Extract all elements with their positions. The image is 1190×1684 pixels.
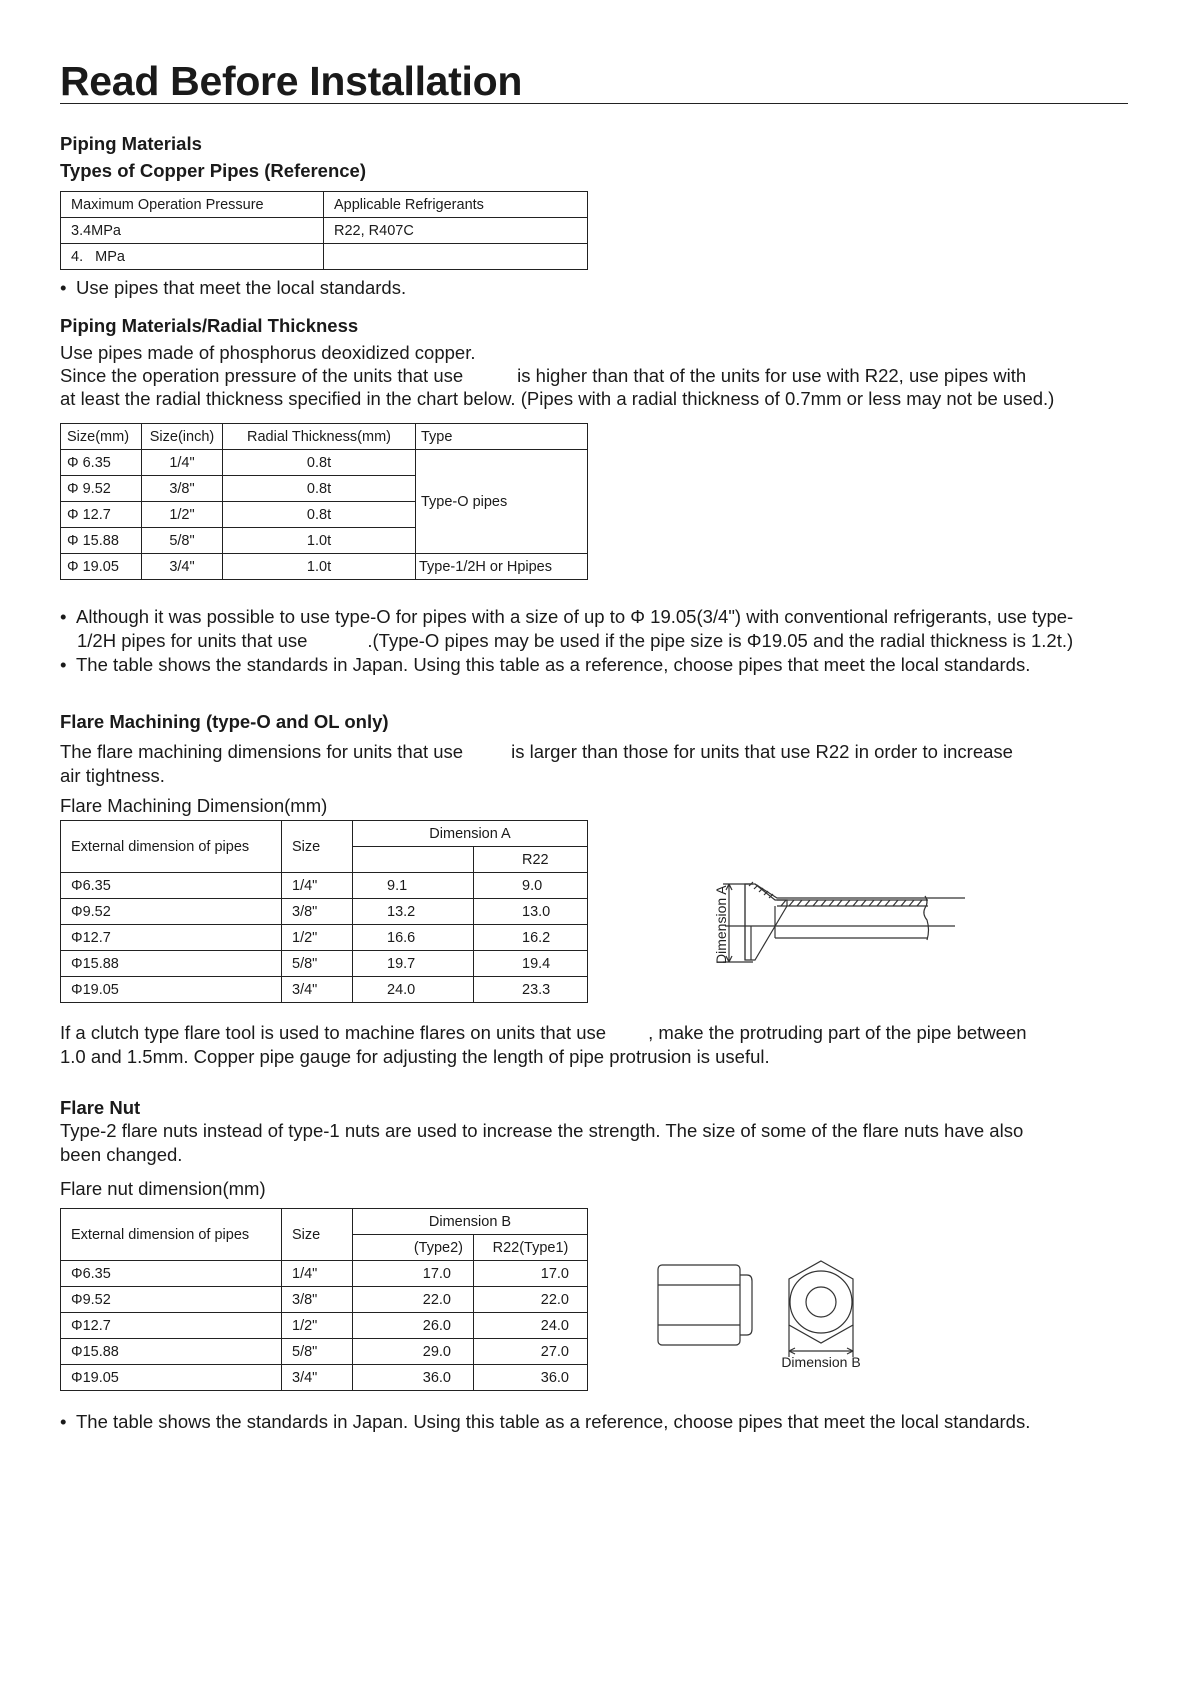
r22-cell: 16.2 <box>474 925 588 951</box>
table-row <box>61 1339 588 1365</box>
table-row <box>61 244 588 270</box>
dimension-b-label: Dimension B <box>781 1354 861 1370</box>
size-mm-cell: Φ 6.35 <box>61 450 142 476</box>
type1-cell: 36.0 <box>474 1365 588 1391</box>
external-cell: Φ15.88 <box>61 951 282 977</box>
bullet-continuation <box>60 629 1073 653</box>
header-group-cell: Dimension A <box>353 821 588 847</box>
refrigerant-cell <box>324 244 588 270</box>
table-header-row <box>61 1209 588 1235</box>
bullet-icon: • <box>60 606 67 627</box>
note-text: Use pipes that meet the local standards. <box>76 277 407 298</box>
header-cell: Radial Thickness(mm) <box>223 424 416 450</box>
table-header-row <box>61 192 588 218</box>
bullet-note <box>60 605 1073 629</box>
header-cell: Size(mm) <box>61 424 142 450</box>
external-cell: Φ9.52 <box>61 899 282 925</box>
bullet-icon: • <box>60 277 67 298</box>
paragraph-line <box>60 1021 1027 1045</box>
type2-cell: 26.0 <box>353 1313 474 1339</box>
type-cell: Type-O pipes <box>416 450 588 554</box>
external-cell: Φ9.52 <box>61 1287 282 1313</box>
header-cell: External dimension of pipes <box>61 821 282 873</box>
header-cell: Size(inch) <box>142 424 223 450</box>
size-cell: 5/8" <box>282 951 353 977</box>
external-cell: Φ19.05 <box>61 977 282 1003</box>
flare-nut-table <box>60 1208 588 1391</box>
subheader-cell <box>353 847 474 873</box>
type1-cell: 17.0 <box>474 1261 588 1287</box>
header-cell: External dimension of pipes <box>61 1209 282 1261</box>
pressure-cell: 3.4MPa <box>61 218 324 244</box>
type1-cell: 22.0 <box>474 1287 588 1313</box>
subheader-cell: R22 <box>474 847 588 873</box>
paragraph-line: been changed. <box>60 1144 183 1165</box>
table-row <box>61 1287 588 1313</box>
header-group-cell: Dimension B <box>353 1209 588 1235</box>
r22-cell: 19.4 <box>474 951 588 977</box>
thickness-cell: 1.0t <box>223 554 416 580</box>
size-inch-cell: 5/8" <box>142 528 223 554</box>
text-span: 1/2H pipes for units that use <box>77 630 308 651</box>
text-span: , make the protruding part of the pipe between <box>648 1022 1027 1043</box>
type2-cell: 29.0 <box>353 1339 474 1365</box>
copper-pipes-subheading: Types of Copper Pipes (Reference) <box>60 160 367 181</box>
size-inch-cell: 3/8" <box>142 476 223 502</box>
radial-thickness-heading: Piping Materials/Radial Thickness <box>60 315 359 336</box>
size-cell: 3/8" <box>282 899 353 925</box>
size-inch-cell: 3/4" <box>142 554 223 580</box>
note-text: The table shows the standards in Japan. Using this table as a reference, choose pipes that meet the local standards. <box>76 654 1031 675</box>
size-mm-cell: Φ 9.52 <box>61 476 142 502</box>
type-cell: Type-1/2H or Hpipes <box>416 554 588 580</box>
table-header-row <box>61 821 588 847</box>
external-cell: Φ15.88 <box>61 1339 282 1365</box>
thickness-cell: 1.0t <box>223 528 416 554</box>
table-caption: Flare nut dimension(mm) <box>60 1178 266 1199</box>
r22-cell: 13.0 <box>474 899 588 925</box>
pressure-cell: 4. MPa <box>61 244 324 270</box>
size-mm-cell: Φ 19.05 <box>61 554 142 580</box>
radial-thickness-table <box>60 423 588 580</box>
text-span: If a clutch type flare tool is used to machine flares on units that use <box>60 1022 607 1043</box>
type1-cell: 24.0 <box>474 1313 588 1339</box>
title-divider <box>60 103 1128 104</box>
text-span: .(Type-O pipes may be used if the pipe size is Φ19.05 and the radial thickness is 1.2t.) <box>367 630 1074 651</box>
subheader-cell: (Type2) <box>353 1235 474 1261</box>
header-cell: Type <box>416 424 588 450</box>
page-title: Read Before Installation <box>60 58 523 104</box>
refrigerant-cell: R22, R407C <box>324 218 588 244</box>
flare-diagram <box>715 860 945 970</box>
r22-cell: 9.0 <box>474 873 588 899</box>
size-cell: 1/4" <box>282 1261 353 1287</box>
dimension-cell: 24.0 <box>353 977 474 1003</box>
dimension-a-label: Dimension A <box>713 885 729 964</box>
text-span: is higher than that of the units for use with R22, use pipes with <box>517 365 1027 386</box>
table-row <box>61 951 588 977</box>
paragraph-line <box>60 364 1026 388</box>
flare-machining-table <box>60 820 588 1003</box>
external-cell: Φ6.35 <box>61 1261 282 1287</box>
paragraph-line: air tightness. <box>60 765 165 786</box>
size-cell: 3/8" <box>282 1287 353 1313</box>
flare-nut-heading: Flare Nut <box>60 1097 141 1118</box>
table-caption: Flare Machining Dimension(mm) <box>60 795 328 816</box>
note-text: The table shows the standards in Japan. Using this table as a reference, choose pipes that meet the local standards. <box>76 1411 1031 1432</box>
dimension-cell: 19.7 <box>353 951 474 977</box>
type2-cell: 17.0 <box>353 1261 474 1287</box>
table-row <box>61 873 588 899</box>
size-mm-cell: Φ 15.88 <box>61 528 142 554</box>
bullet-note <box>60 276 406 300</box>
table-row <box>61 450 588 476</box>
size-cell: 3/4" <box>282 977 353 1003</box>
table-row <box>61 1313 588 1339</box>
external-cell: Φ12.7 <box>61 1313 282 1339</box>
header-cell: Applicable Refrigerants <box>324 192 588 218</box>
dimension-cell: 9.1 <box>353 873 474 899</box>
copper-pipe-types-table <box>60 191 588 270</box>
paragraph-line <box>60 740 1013 764</box>
paragraph-line: Use pipes made of phosphorus deoxidized copper. <box>60 342 476 363</box>
size-inch-cell: 1/4" <box>142 450 223 476</box>
size-cell: 3/4" <box>282 1365 353 1391</box>
flare-nut-diagram <box>655 1255 895 1370</box>
dimension-cell: 13.2 <box>353 899 474 925</box>
bullet-note <box>60 1410 1030 1434</box>
table-row <box>61 925 588 951</box>
table-row <box>61 554 588 580</box>
text-span: Since the operation pressure of the units that use <box>60 365 464 386</box>
size-cell: 1/2" <box>282 1313 353 1339</box>
dimension-cell: 16.6 <box>353 925 474 951</box>
bullet-icon: • <box>60 654 67 675</box>
table-header-row <box>61 424 588 450</box>
size-cell: 1/2" <box>282 925 353 951</box>
type2-cell: 36.0 <box>353 1365 474 1391</box>
bullet-note <box>60 653 1030 677</box>
nut-side-view <box>658 1265 740 1345</box>
subheader-cell: R22(Type1) <box>474 1235 588 1261</box>
table-row <box>61 977 588 1003</box>
type2-cell: 22.0 <box>353 1287 474 1313</box>
paragraph-line: at least the radial thickness specified in the chart below. (Pipes with a radial thickness of 0.7mm or less may not be used.) <box>60 388 1055 409</box>
table-row <box>61 899 588 925</box>
flare-machining-heading: Flare Machining (type-O and OL only) <box>60 711 389 732</box>
thickness-cell: 0.8t <box>223 450 416 476</box>
type1-cell: 27.0 <box>474 1339 588 1365</box>
external-cell: Φ19.05 <box>61 1365 282 1391</box>
external-cell: Φ6.35 <box>61 873 282 899</box>
external-cell: Φ12.7 <box>61 925 282 951</box>
paragraph-line: 1.0 and 1.5mm. Copper pipe gauge for adjusting the length of pipe protrusion is useful. <box>60 1046 770 1067</box>
size-cell: 5/8" <box>282 1339 353 1365</box>
bullet-icon: • <box>60 1411 67 1432</box>
size-mm-cell: Φ 12.7 <box>61 502 142 528</box>
note-text: Although it was possible to use type-O for pipes with a size of up to Φ 19.05(3/4") with conventional refrigerants, use type- <box>76 606 1074 627</box>
text-span: is larger than those for units that use R22 in order to increase <box>511 741 1013 762</box>
paragraph-line: Type-2 flare nuts instead of type-1 nuts are used to increase the strength. The size of some of the flare nuts have also <box>60 1120 1024 1141</box>
r22-cell: 23.3 <box>474 977 588 1003</box>
text-span: The flare machining dimensions for units that use <box>60 741 464 762</box>
size-cell: 1/4" <box>282 873 353 899</box>
header-cell: Maximum Operation Pressure <box>61 192 324 218</box>
header-cell: Size <box>282 821 353 873</box>
table-row <box>61 218 588 244</box>
thickness-cell: 0.8t <box>223 476 416 502</box>
table-row <box>61 1261 588 1287</box>
nut-hex-view <box>789 1261 853 1343</box>
table-row <box>61 1365 588 1391</box>
size-inch-cell: 1/2" <box>142 502 223 528</box>
header-cell: Size <box>282 1209 353 1261</box>
piping-materials-heading: Piping Materials <box>60 133 202 154</box>
thickness-cell: 0.8t <box>223 502 416 528</box>
